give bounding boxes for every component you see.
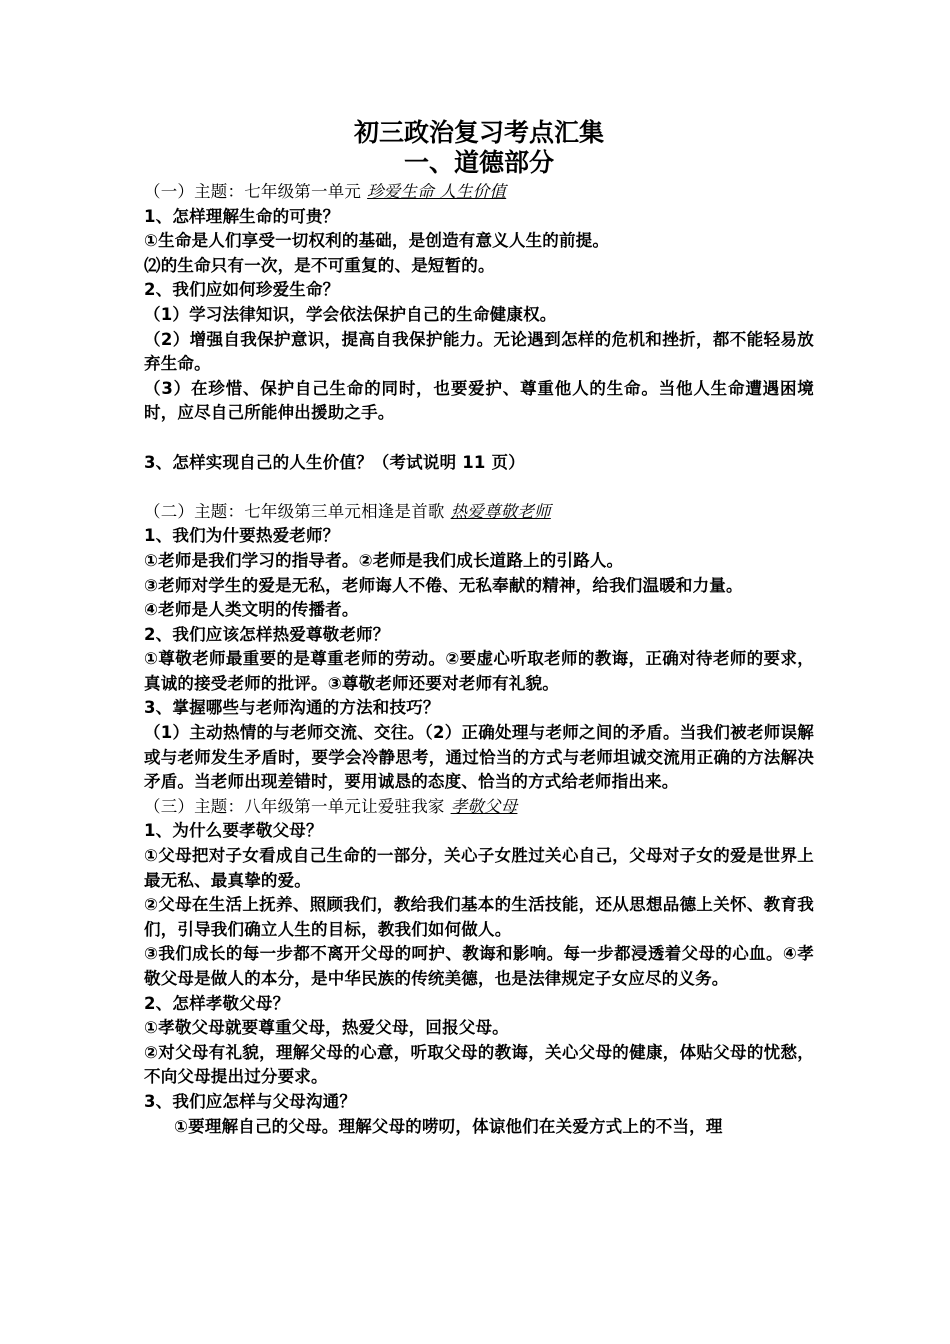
answer-paragraph: ①孝敬父母就要尊重父母，热爱父母，回报父母。 xyxy=(144,1018,509,1038)
question-heading: 3、掌握哪些与老师沟通的方法和技巧？ xyxy=(144,698,440,718)
topic-prefix: （二）主题：七年级第三单元相逢是首歌 xyxy=(144,501,445,521)
answer-paragraph: ③我们成长的每一步都不离开父母的呵护、教诲和影响。每一步都浸透着父母的心血。④孝敬父母是做人的本分，是中华民族的传统美德，也是法律规定子女应尽的义务。 xyxy=(144,944,814,988)
spacer xyxy=(144,475,814,500)
answer-paragraph: （2）增强自我保护意识，提高自我保护能力。无论遇到怎样的危机和挫折，都不能轻易放弃生命。 xyxy=(144,329,814,374)
topic-heading-1 xyxy=(144,180,814,205)
question-heading: 1、怎样理解生命的可贵？ xyxy=(144,206,340,226)
question-heading: 2、我们应如何珍爱生命？ xyxy=(144,280,340,300)
answer-paragraph: ④老师是人类文明的传播者。 xyxy=(144,600,359,620)
answer-paragraph: （1）主动热情的与老师交流、交往。（2）正确处理与老师之间的矛盾。当我们被老师误解或与老师发生矛盾时，要学会冷静思考，通过恰当的方式与老师坦诚交流用正确的方法解决矛盾。当老师出现差错时，要用诚恳的态度、恰当的方式给老师指出来。 xyxy=(144,723,814,792)
question-heading: 3、我们应怎样与父母沟通？ xyxy=(144,1091,357,1111)
answer-paragraph: ①父母把对子女看成自己生命的一部分，关心子女胜过关心自己，父母对子女的爱是世界上最无私、最真挚的爱。 xyxy=(144,846,814,890)
topic-prefix: （三）主题：八年级第一单元让爱驻我家 xyxy=(144,796,445,816)
page-title: 初三政治复习考点汇集 xyxy=(353,118,604,147)
section-heading: 一、道德部分 xyxy=(403,148,554,177)
topic-heading-3 xyxy=(144,795,814,820)
question-heading: 3、怎样实现自己的人生价值？（考试说明 11 页） xyxy=(144,452,525,472)
question-heading: 1、为什么要孝敬父母？ xyxy=(144,821,323,841)
topic-theme: 孝敬父母 xyxy=(450,796,518,816)
topic-prefix: （一）主题：七年级第一单元 xyxy=(144,182,362,201)
answer-paragraph: （3）在珍惜、保护自己生命的同时，也要爱护、尊重他人的生命。当他人生命遭遇困境时，应尽自己所能伸出援助之手。 xyxy=(144,378,814,423)
answer-paragraph: ①生命是人们享受一切权利的基础，是创造有意义人生的前提。 xyxy=(144,231,610,251)
answer-paragraph: ①要理解自己的父母。理解父母的唠叨，体谅他们在关爱方式上的不当，理 xyxy=(174,1116,723,1136)
topic-heading-2 xyxy=(144,500,814,525)
topic-theme: 珍爱生命 人生价值 xyxy=(367,182,507,201)
answer-paragraph: （1）学习法律知识，学会依法保护自己的生命健康权。 xyxy=(144,304,557,324)
answer-paragraph: ③老师对学生的爱是无私，老师诲人不倦、无私奉献的精神，给我们温暖和力量。 xyxy=(144,575,743,595)
answer-paragraph: ①老师是我们学习的指导者。②老师是我们成长道路上的引路人。 xyxy=(144,550,624,570)
answer-paragraph: ①尊敬老师最重要的是尊重老师的劳动。②要虚心听取老师的教诲，正确对待老师的要求，真诚的接受老师的批评。③尊敬老师还要对老师有礼貌。 xyxy=(144,649,814,693)
answer-paragraph: ⑵的生命只有一次，是不可重复的、是短暂的。 xyxy=(144,255,495,275)
answer-paragraph: ②父母在生活上抚养、照顾我们，教给我们基本的生活技能，还从思想品德上关怀、教育我们，引导我们确立人生的目标，教我们如何做人。 xyxy=(144,895,814,939)
question-heading: 1、我们为什要热爱老师？ xyxy=(144,526,340,546)
question-heading: 2、我们应该怎样热爱尊敬老师？ xyxy=(144,624,390,644)
question-heading: 2、怎样孝敬父母？ xyxy=(144,993,290,1013)
topic-theme: 热爱尊敬老师 xyxy=(450,501,551,521)
spacer xyxy=(144,426,814,451)
document-body xyxy=(144,118,814,1139)
answer-paragraph: ②对父母有礼貌，理解父母的心意，听取父母的教诲，关心父母的健康，体贴父母的忧愁，不向父母提出过分要求。 xyxy=(144,1042,814,1087)
